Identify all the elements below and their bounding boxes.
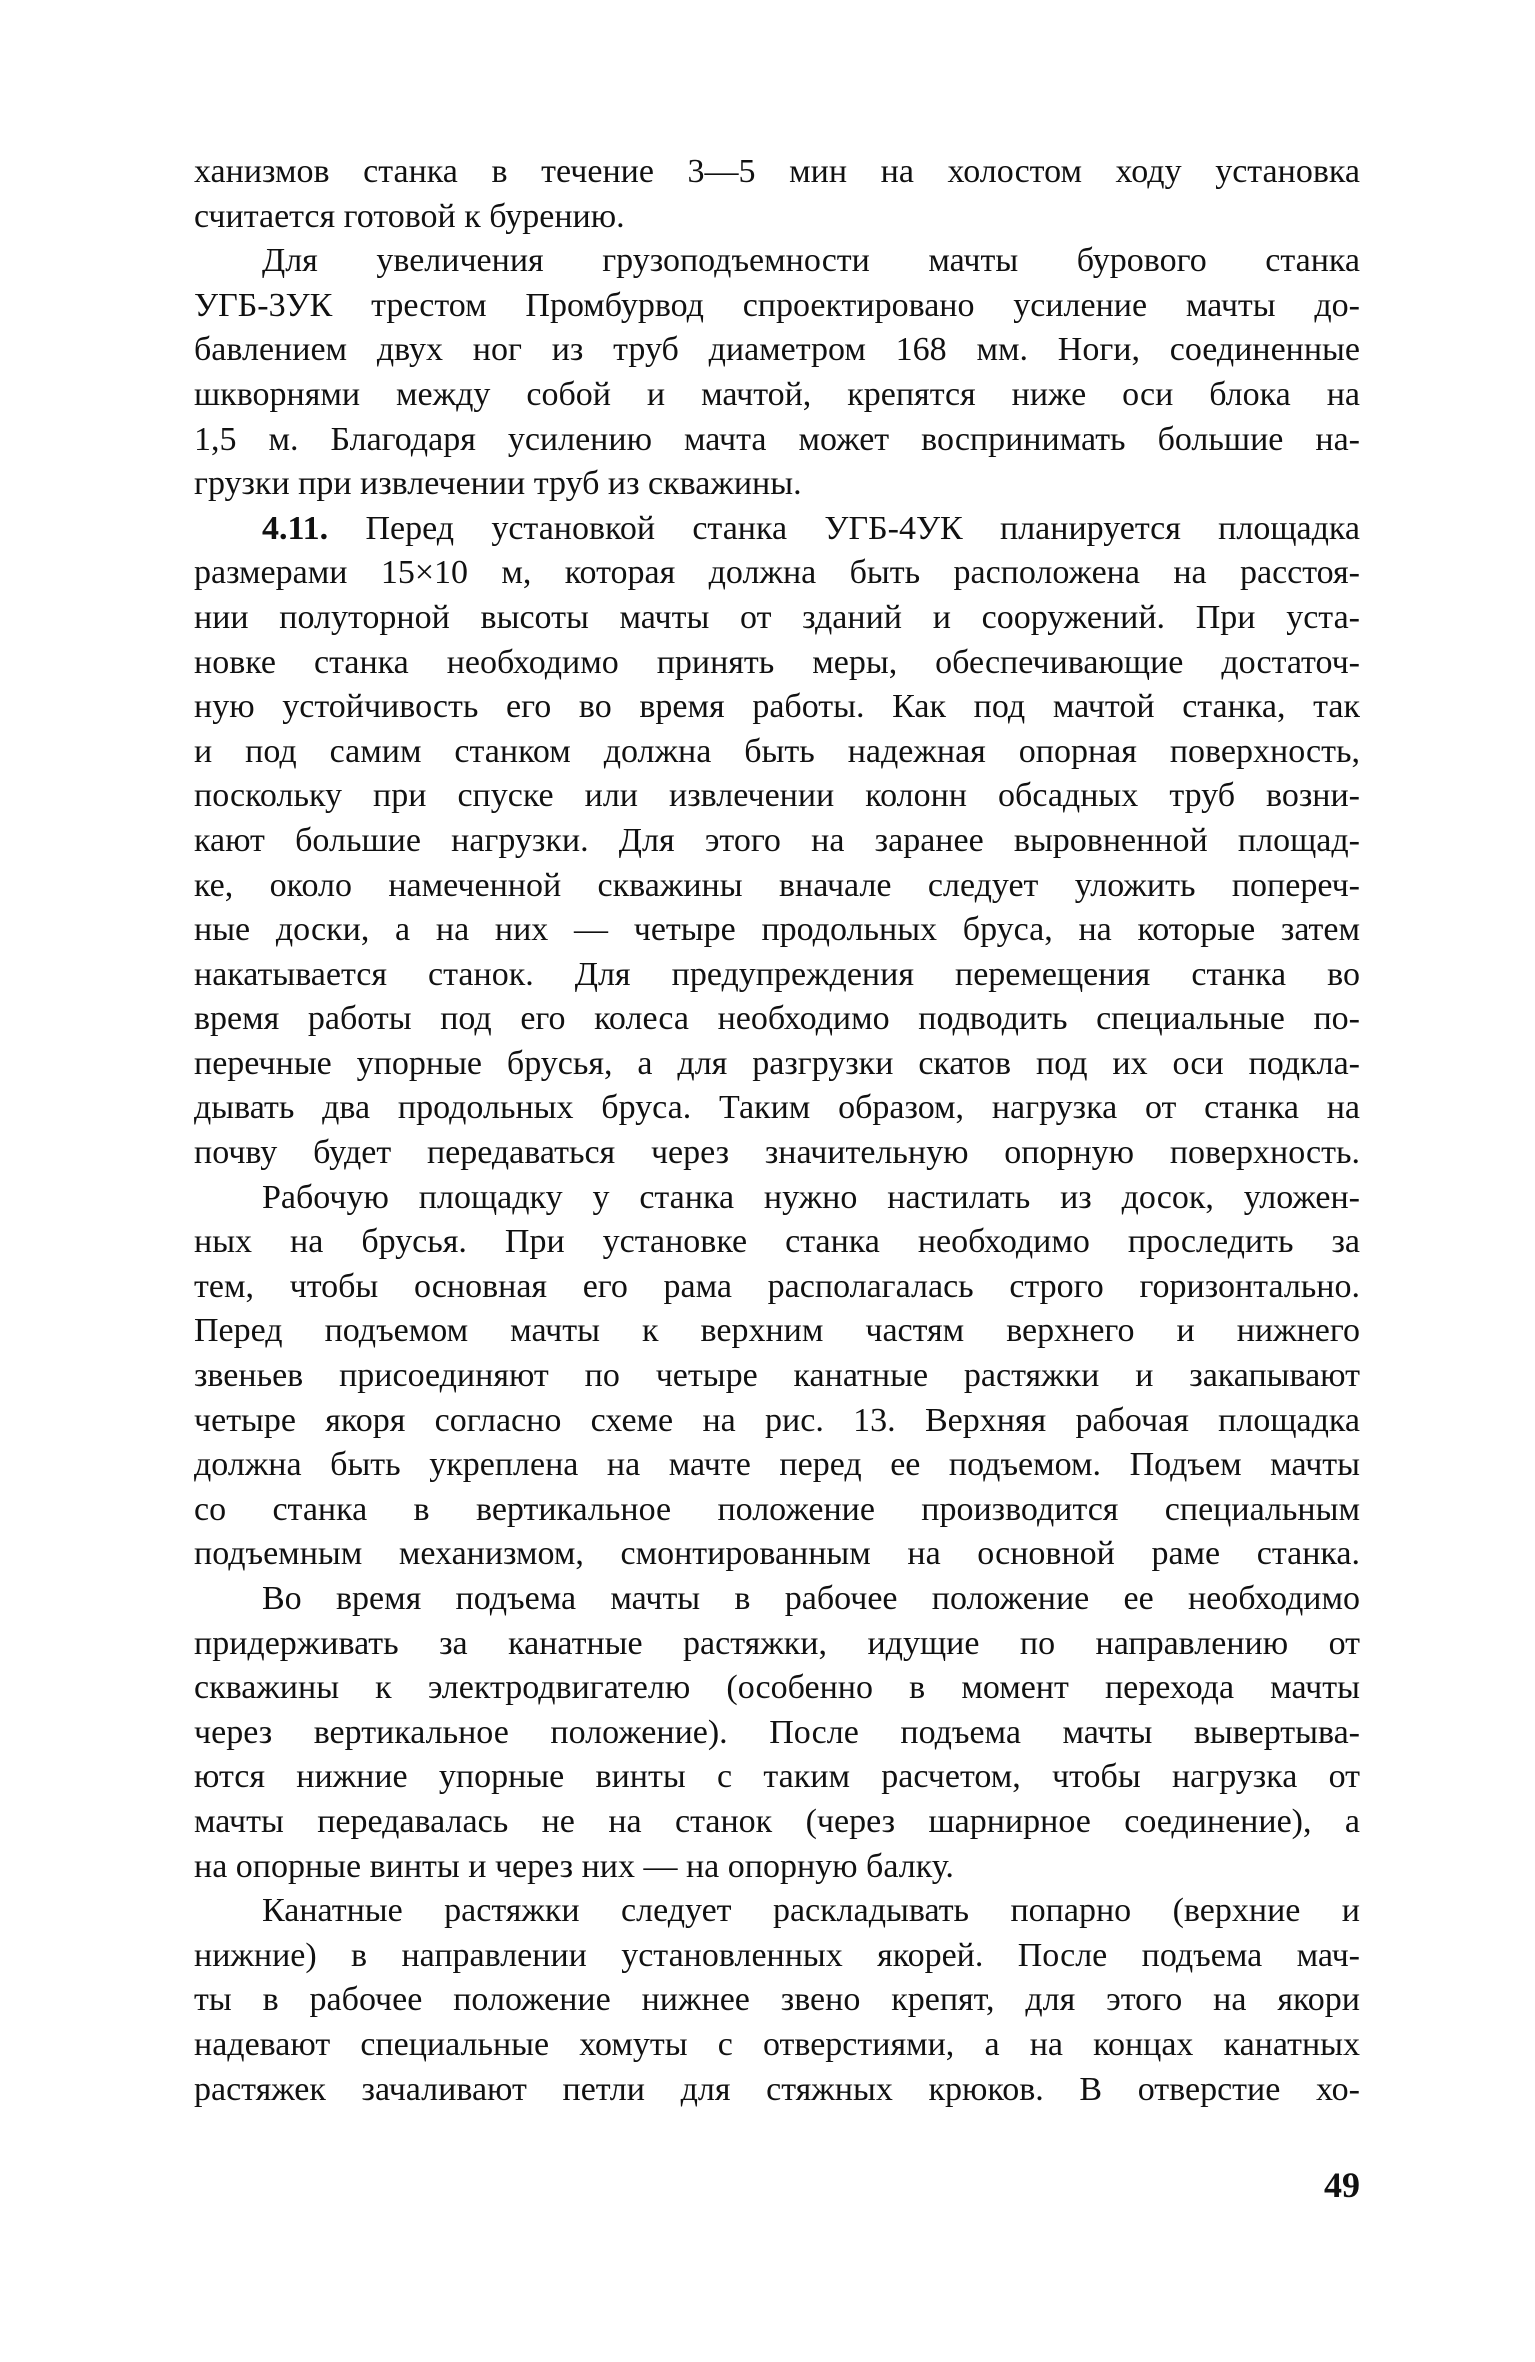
text-line: ханизмов станка в течение 3—5 мин на холостом ходу установка [194,153,1360,190]
text-line: через вертикальное положение). После подъема мачты вывертыва- [194,1713,1360,1751]
paragraph [194,1889,1360,2112]
text-line: четыре якоря согласно схеме на рис. 13. Верхняя рабочая площадка [194,1401,1360,1439]
text-line: мачты передавалась не на станок (через шарнирное соединение), а [194,1802,1360,1840]
paragraph [194,1577,1360,1889]
text-line: подъемным механизмом, смонтированным на основной раме станка. [194,1535,1360,1573]
page-body [194,150,1360,2112]
text-line: ются нижние упорные винты с таким расчетом, чтобы нагрузка от [194,1758,1360,1796]
text-line: 1,5 м. Благодаря усилению мачта может воспринимать большие на- [194,420,1360,458]
text-line: Канатные растяжки следует раскладывать попарно (верхние и [262,1892,1360,1930]
page-number: 49 [1324,2165,1360,2205]
text-line: со станка в вертикальное положение производится специальным [194,1490,1360,1528]
text-line: растяжек зачаливают петли для стяжных крюков. В отверстие хо- [194,2070,1360,2108]
text-line: звеньев присоединяют по четыре канатные растяжки и закапывают [194,1357,1360,1395]
text-line: ты в рабочее положение нижнее звено крепят, для этого на якори [194,1981,1360,2019]
text-line: нии полуторной высоты мачты от зданий и сооружений. При уста- [194,598,1360,636]
text-line: перечные упорные брусья, а для разгрузки скатов под их оси подкла- [194,1044,1360,1082]
text-line: время работы под его колеса необходимо подводить специальные по- [194,1000,1360,1038]
text-line: ных на брусья. При установке станка необходимо проследить за [194,1223,1360,1261]
paragraph [194,507,1360,1176]
text-line: тем, чтобы основная его рама располагалась строго горизонтально. [194,1267,1360,1305]
text-line: поскольку при спуске или извлечении колонн обсадных труб возни- [194,777,1360,815]
text-line: ке, около намеченной скважины вначале следует уложить попереч- [194,866,1360,904]
text-line: скважины к электродвигателю (особенно в момент перехода мачты [194,1669,1360,1707]
text-line: Перед подъемом мачты к верхним частям верхнего и нижнего [194,1312,1360,1350]
text-line: шкворнями между собой и мачтой, крепятся ниже оси блока на [194,375,1360,413]
paragraph [194,150,1360,239]
text-line: бавлением двух ног из труб диаметром 168 мм. Ноги, соединенные [194,331,1360,369]
paragraph [194,1176,1360,1577]
text-line: на опорные винты и через них — на опорную балку. [194,1847,954,1885]
text-line: новке станка необходимо принять меры, обеспечивающие достаточ- [194,643,1360,681]
text-line: кают большие нагрузки. Для этого на заранее выровненной площад- [194,821,1360,859]
text-line: накатывается станок. Для предупреждения перемещения станка во [194,955,1360,993]
paragraph [194,239,1360,507]
text-line: Во время подъема мачты в рабочее положение ее необходимо [262,1580,1360,1617]
text-line: ную устойчивость его во время работы. Как под мачтой станка, так [194,688,1360,726]
text-line: размерами 15×10 м, которая должна быть расположена на расстоя- [194,554,1360,592]
text-line-content: Перед установкой станка УГБ-4УК планируется площадка [365,509,1360,547]
text-line: считается готовой к бурению. [194,197,625,235]
text-line: дывать два продольных бруса. Таким образом, нагрузка от станка на [194,1089,1360,1127]
section-number: 4.11. [262,509,329,547]
text-line: должна быть укреплена на мачте перед ее подъемом. Подъем мачты [194,1446,1360,1484]
text-line: и под самим станком должна быть надежная опорная поверхность, [194,732,1360,770]
text-line: Для увеличения грузоподъемности мачты бурового станка [262,242,1360,280]
text-line [194,507,1360,552]
text-line: ные доски, а на них — четыре продольных бруса, на которые затем [194,911,1360,949]
text-line: придерживать за канатные растяжки, идущие по направлению от [194,1624,1360,1662]
text-line: УГБ-3УК трестом Промбурвод спроектировано усиление мачты до- [194,286,1360,324]
text-line: почву будет передаваться через значительную опорную поверхность. [194,1134,1360,1172]
text-line: Рабочую площадку у станка нужно настилать из досок, уложен- [262,1178,1360,1216]
text-line: грузки при извлечении труб из скважины. [194,465,802,503]
text-line: надевают специальные хомуты с отверстиями, а на концах канатных [194,2025,1360,2063]
text-line: нижние) в направлении установленных якорей. После подъема мач- [194,1936,1360,1974]
